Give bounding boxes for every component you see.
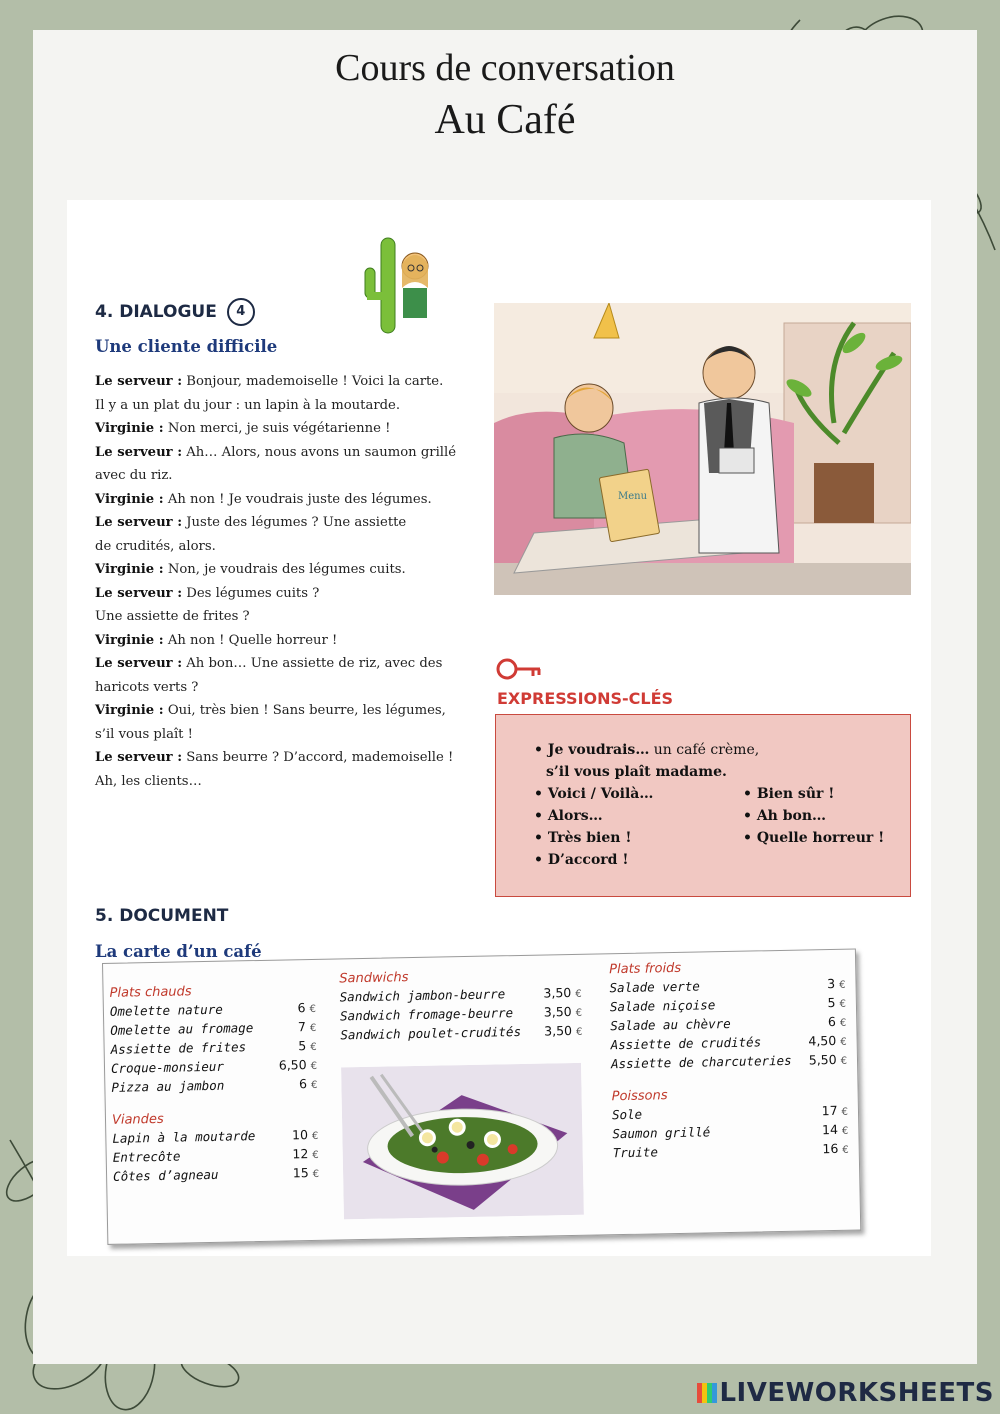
menu-item-name: Salade niçoise <box>609 997 716 1015</box>
liveworksheets-logo <box>697 1378 994 1408</box>
euro-symbol: € <box>310 1060 318 1073</box>
menu-price-value: 10 <box>291 1127 309 1143</box>
menu-item-name: Salade au chèvre <box>610 1015 731 1034</box>
expressions-heading: EXPRESSIONS-CLÉS <box>495 684 683 714</box>
expression-je-voudrais: • Je voudrais… <box>534 742 650 758</box>
menu-item-price <box>522 1023 582 1039</box>
expressions-right-column <box>743 783 884 849</box>
dialogue-line <box>95 535 490 559</box>
menu-item-name: Sandwich fromage-beurre <box>339 1005 514 1024</box>
euro-symbol: € <box>309 1022 317 1035</box>
cactus-character-illustration <box>357 228 437 338</box>
menu-price-value: 17 <box>821 1102 838 1119</box>
worksheet-title: Cours de conversation <box>335 47 675 89</box>
menu-price-value: 6 <box>827 1013 837 1030</box>
menu-item-price <box>786 1033 846 1049</box>
dialogue-speech: Ah non ! Je voudrais juste des légumes. <box>163 491 432 507</box>
dialogue-speech: Ah… Alors, nous avons un saumon grillé <box>182 444 457 460</box>
euro-symbol: € <box>841 1125 849 1137</box>
menu-category: Viandes <box>111 1111 164 1128</box>
menu-price-value: 5 <box>298 1038 307 1054</box>
dialogue-line <box>95 511 490 535</box>
dialogue-speech: Ah non ! Quelle horreur ! <box>163 632 338 648</box>
document-subtitle: La carte d’un café <box>95 942 262 961</box>
dialogue-line <box>95 629 490 653</box>
euro-symbol: € <box>312 1149 319 1161</box>
menu-category: Sandwichs <box>339 970 409 987</box>
menu-item-name: Pizza au jambon <box>111 1077 225 1095</box>
euro-symbol: € <box>839 979 846 991</box>
dialogue-speech: Ah bon… Une assiette de riz, avec des <box>182 656 443 671</box>
cafe-scene-illustration <box>494 303 911 595</box>
dialogue-speaker: Le serveur : <box>95 750 183 765</box>
dialogue-speaker: Virginie : <box>95 491 164 507</box>
menu-item-price <box>786 1014 846 1030</box>
dialogue-line <box>95 723 490 747</box>
expression-item: • Voici / Voilà… <box>534 786 654 802</box>
document-section-heading: 5. DOCUMENT <box>95 906 229 926</box>
worksheet-sheet <box>33 30 977 1364</box>
menu-item-price <box>786 995 846 1011</box>
expression-je-voudrais-line2: s’il vous plaît madame. <box>546 764 727 780</box>
euro-symbol: € <box>575 988 582 1000</box>
euro-symbol: € <box>312 1168 320 1180</box>
dialogue-line <box>95 394 490 418</box>
expression-item: • Ah bon… <box>743 808 827 824</box>
menu-price-value: 3 <box>827 975 836 992</box>
euro-symbol: € <box>839 998 847 1010</box>
menu-price-value: 3,50 <box>544 1022 573 1039</box>
dialogue-speaker: Le serveur : <box>95 656 183 671</box>
menu-item-name: Côtes d’agneau <box>112 1166 219 1184</box>
menu-price-value: 3,50 <box>543 1003 572 1020</box>
menu-card-label: Menu <box>618 491 648 502</box>
dialogue-speaker: Virginie : <box>95 703 164 718</box>
audio-track-number: 4 <box>236 304 246 319</box>
menu-item-name: Sandwich poulet-crudités <box>340 1023 522 1043</box>
dialogue-heading-text: 4. DIALOGUE <box>95 302 217 322</box>
menu-price-value: 14 <box>821 1121 839 1138</box>
menu-price-value: 4,50 <box>808 1032 837 1049</box>
menu-price-value: 12 <box>292 1146 309 1162</box>
expression-item: • Très bien ! <box>534 830 632 846</box>
menu-item-price <box>785 976 845 992</box>
dialogue-speech: Ah, les clients… <box>95 773 202 789</box>
menu-item-price <box>257 1057 317 1073</box>
menu-item-price <box>788 1122 848 1138</box>
liveworksheets-brand: LIVEWORKSHEETS <box>719 1378 994 1408</box>
menu-item-price <box>256 1019 316 1035</box>
dialogue-line <box>95 441 490 465</box>
menu-item-name: Assiette de charcuteries <box>610 1052 792 1072</box>
dialogue-speaker: Le serveur : <box>95 374 183 389</box>
dialogue-line <box>95 676 490 700</box>
dialogue-speech: haricots verts ? <box>95 679 199 695</box>
menu-item-price <box>259 1146 319 1162</box>
expressions-left-column <box>534 783 653 871</box>
dialogue-line <box>95 770 490 794</box>
euro-symbol: € <box>839 1017 847 1029</box>
menu-item-name: Omelette nature <box>109 1001 223 1019</box>
dialogue-speech: Juste des légumes ? Une assiette <box>182 515 407 530</box>
dialogue-speech: Non, je voudrais des légumes cuits. <box>163 562 406 577</box>
dialogue-text <box>95 370 490 793</box>
dialogue-section-heading <box>95 298 255 326</box>
menu-price-value: 3,50 <box>543 984 572 1001</box>
menu-item-name: Sole <box>611 1106 643 1123</box>
dialogue-speech: s’il vous plaît ! <box>95 726 193 742</box>
dialogue-line <box>95 652 490 676</box>
menu-price-value: 6 <box>298 1076 308 1092</box>
menu-item-price <box>522 985 582 1001</box>
euro-symbol: € <box>309 1003 317 1016</box>
dialogue-line <box>95 558 490 582</box>
euro-symbol: € <box>311 1130 319 1142</box>
euro-symbol: € <box>842 1144 849 1156</box>
dialogue-line <box>95 582 490 606</box>
menu-category: Plats froids <box>609 960 682 978</box>
dialogue-speech: Oui, très bien ! Sans beurre, les légumes, <box>163 703 446 718</box>
dialogue-speaker: Virginie : <box>95 562 164 577</box>
dialogue-speech: Bonjour, mademoiselle ! Voici la carte. <box>182 374 444 389</box>
euro-symbol: € <box>841 1106 849 1118</box>
menu-item-price <box>522 1004 582 1020</box>
dialogue-speech: Une assiette de frites ? <box>95 609 250 624</box>
menu-item-name: Entrecôte <box>112 1148 181 1165</box>
salad-nicoise-photo <box>341 1063 584 1220</box>
euro-symbol: € <box>310 1079 318 1092</box>
expressions-first <box>534 739 759 783</box>
menu-item-name: Truite <box>612 1144 659 1161</box>
menu-item-name: Sandwich jambon-beurre <box>339 986 506 1005</box>
dialogue-speech: Des légumes cuits ? <box>182 585 320 601</box>
menu-item-price <box>256 1000 316 1016</box>
dialogue-line <box>95 464 490 488</box>
menu-item-price <box>788 1103 848 1119</box>
audio-track-icon[interactable] <box>227 298 255 326</box>
dialogue-speaker: Le serveur : <box>95 585 183 601</box>
expression-item: • D’accord ! <box>534 852 629 868</box>
dialogue-speech: Non merci, je suis végétarienne ! <box>163 421 391 436</box>
menu-item-name: Omelette au fromage <box>110 1020 254 1038</box>
euro-symbol: € <box>310 1041 317 1054</box>
menu-price-value: 5 <box>827 994 836 1011</box>
cafe-menu-card <box>102 949 861 1245</box>
menu-item-name: Croque-monsieur <box>110 1058 225 1076</box>
menu-item-name: Saumon grillé <box>612 1124 711 1142</box>
menu-price-value: 6,50 <box>278 1057 307 1073</box>
dialogue-line <box>95 746 490 770</box>
euro-symbol: € <box>575 1026 583 1038</box>
menu-item-price <box>259 1165 319 1181</box>
menu-item-price <box>256 1038 316 1054</box>
menu-price-value: 15 <box>292 1165 309 1181</box>
menu-item-name: Lapin à la moutarde <box>112 1128 256 1146</box>
menu-item-price <box>787 1052 847 1068</box>
worksheet-subtitle: Au Café <box>434 97 576 143</box>
dialogue-speech: Sans beurre ? D’accord, mademoiselle ! <box>182 750 454 765</box>
menu-item-price <box>789 1141 849 1157</box>
menu-item-name: Assiette de crudités <box>610 1034 762 1053</box>
menu-item-name: Salade verte <box>609 978 701 996</box>
expressions-box <box>495 714 911 897</box>
expression-item: • Quelle horreur ! <box>743 830 885 846</box>
dialogue-subtitle: Une cliente difficile <box>95 337 278 356</box>
dialogue-line <box>95 699 490 723</box>
euro-symbol: € <box>575 1007 583 1019</box>
dialogue-speaker: Le serveur : <box>95 515 183 530</box>
menu-item-price <box>257 1076 317 1092</box>
menu-price-value: 6 <box>297 1000 306 1016</box>
dialogue-speaker: Le serveur : <box>95 444 183 460</box>
menu-price-value: 7 <box>297 1019 307 1035</box>
euro-symbol: € <box>840 1036 847 1048</box>
menu-category: Poissons <box>611 1088 668 1105</box>
dialogue-line <box>95 605 490 629</box>
expression-je-voudrais-rest: un café crème, <box>649 742 760 758</box>
dialogue-speech: de crudités, alors. <box>95 538 216 554</box>
liveworksheets-logo-mark <box>697 1383 717 1403</box>
menu-category: Plats chauds <box>109 984 192 1001</box>
dialogue-speech: avec du riz. <box>95 468 173 483</box>
expression-item: • Bien sûr ! <box>743 786 835 802</box>
menu-price-value: 16 <box>822 1140 839 1157</box>
dialogue-speech: Il y a un plat du jour : un lapin à la moutarde. <box>95 397 401 413</box>
euro-symbol: € <box>840 1055 848 1067</box>
key-icon <box>495 656 543 682</box>
menu-price-value: 5,50 <box>808 1051 837 1068</box>
expression-item: • Alors… <box>534 808 603 824</box>
menu-item-price <box>258 1127 318 1143</box>
dialogue-line <box>95 417 490 441</box>
dialogue-speaker: Virginie : <box>95 632 164 648</box>
textbook-page <box>67 200 931 1256</box>
menu-item-name: Assiette de frites <box>110 1039 247 1057</box>
dialogue-speaker: Virginie : <box>95 421 164 436</box>
dialogue-line <box>95 370 490 394</box>
dialogue-line <box>95 488 490 512</box>
